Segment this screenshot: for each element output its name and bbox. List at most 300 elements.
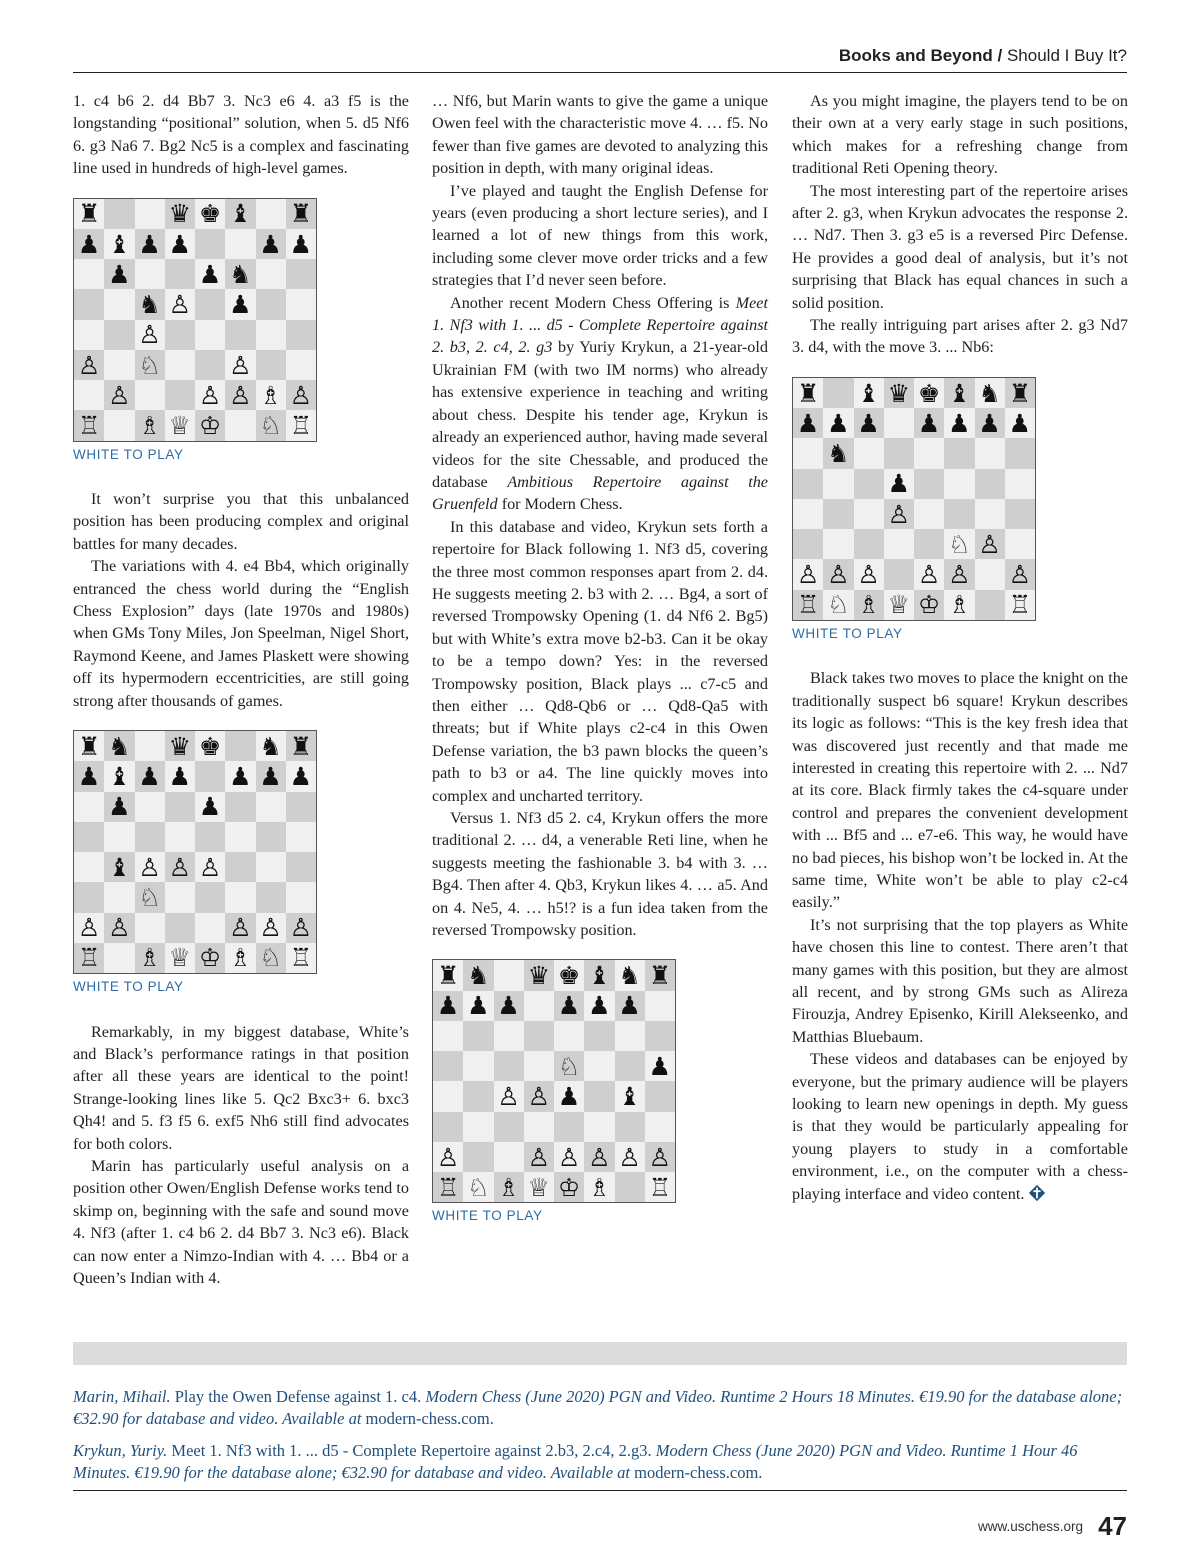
white-rook-icon: ♖ [286,410,316,440]
section-subtitle: Should I Buy It? [1006,46,1127,65]
board-square [463,1051,493,1081]
board-square [884,529,914,559]
white-bishop-icon: ♗ [256,380,286,410]
board-square [74,259,104,289]
board-square [104,350,134,380]
black-pawn-icon: ♟ [433,991,463,1021]
black-pawn-icon: ♟ [286,761,316,791]
board-square [165,259,195,289]
footer-rule [73,1490,1127,1491]
board-square [225,882,255,912]
board-square [793,529,823,559]
board-square [225,410,255,440]
black-rook-icon: ♜ [645,960,675,990]
white-queen-icon: ♕ [165,943,195,973]
white-bishop-icon: ♗ [584,1172,614,1202]
white-pawn-icon: ♙ [884,499,914,529]
board-square [195,229,225,259]
black-pawn-icon: ♟ [165,229,195,259]
black-pawn-icon: ♟ [554,1081,584,1111]
board-square [256,350,286,380]
board-square [104,410,134,440]
board-square [524,1051,554,1081]
black-bishop-icon: ♝ [584,960,614,990]
ref-details: Modern Chess (June 2020) PGN and Video. Runtime 1 Hour 46 Minutes. €19.90 for the database alone; €32.90 for database and video. Available at [73,1441,1078,1482]
paragraph: Black takes two moves to place the knight on the traditionally suspect b6 square! Krykun describes its logic as follows: “This is the key fresh idea that was discovered just recently and that made me interested in creating this repertoire with 2. ... Nd7 at its core. Black firmly takes the c4-square under control and prepares the convenient development with ... Bf5 and ... e7-e6. This way, he would have no bad pieces, his bishop won’t be locked in. At the same time, White won’t be able to play c2-c4 easily.” [792,669,1128,912]
board-square [975,499,1005,529]
board-square [914,529,944,559]
board-square [494,960,524,990]
paragraph [432,292,768,516]
board-square [524,1112,554,1142]
chess-diagram-4 [792,377,1036,621]
paragraph: Marin has particularly useful analysis on a position other Owen/English Defense works tend to skimp on, beginning with the safe and sound move 4. Nf3 (after 1. c4 b6 2. d4 Bb7 3. Nc3 e6). Black can now enter a Nimzo-Indian with 4. … Bb4 or a Queen’s Indian with 4. [73,1156,409,1287]
white-pawn-icon: ♙ [135,320,165,350]
board-square [195,761,225,791]
board-square [524,991,554,1021]
white-bishop-icon: ♗ [494,1172,524,1202]
board-square [74,792,104,822]
board-square [195,320,225,350]
white-rook-icon: ♖ [793,590,823,620]
board-square [823,378,853,408]
white-knight-icon: ♘ [944,529,974,559]
board-square [104,882,134,912]
white-pawn-icon: ♙ [256,913,286,943]
paragraph: It’s not surprising that the top players as White have chosen this line to contest. There aren’t that many games with this position, but they are almost all recent, and by strong GMs such as Alireza Firouzja, Andrey Episenko, Kirill Alekseenko, and Matthias Bluebaum. [792,915,1128,1046]
board-square [135,913,165,943]
white-pawn-icon: ♙ [195,380,225,410]
column-2 [432,90,768,1250]
diagram-caption: WHITE TO PLAY [792,625,903,641]
section-title: Books and Beyond [838,46,993,65]
board-square [615,1051,645,1081]
board-square [914,469,944,499]
black-rook-icon: ♜ [1005,378,1035,408]
paragraph: I’ve played and taught the English Defense for years (even producing a short lecture series), and I learned a lot of new things from this work, including some clever move order tricks and a few strategies that I’d never seen before. [432,181,768,290]
white-rook-icon: ♖ [1005,590,1035,620]
white-bishop-icon: ♗ [944,590,974,620]
page-number: 47 [1098,1511,1127,1541]
white-queen-icon: ♕ [524,1172,554,1202]
black-queen-icon: ♛ [524,960,554,990]
board-square [74,852,104,882]
board-square [225,792,255,822]
board-square [944,499,974,529]
board-square [286,882,316,912]
board-square [286,852,316,882]
diagram-caption: WHITE TO PLAY [432,1208,543,1224]
black-king-icon: ♚ [914,378,944,408]
white-pawn-icon: ♙ [494,1081,524,1111]
ref-link[interactable]: modern-chess.com. [365,1409,494,1428]
black-pawn-icon: ♟ [793,408,823,438]
board-square [854,499,884,529]
board-square [195,913,225,943]
ref-author: Marin, Mihail. [73,1387,171,1406]
board-square [135,199,165,229]
black-pawn-icon: ♟ [74,229,104,259]
black-pawn-icon: ♟ [615,991,645,1021]
white-pawn-icon: ♙ [645,1142,675,1172]
board-square [615,1172,645,1202]
board-square [645,1112,675,1142]
white-pawn-icon: ♙ [165,289,195,319]
board-square [793,499,823,529]
board-square [433,1112,463,1142]
paragraph: The variations with 4. e4 Bb4, which originally entranced the chess world during the “English Chess Explosion” days (late 1970s and 1980s) when GMs Tony Miles, Jon Speelman, Nigel Short, Raymond Keene, and James Plaskett were showing off its hypermodern eccentricities, are still going strong after thousands of games. [73,557,409,710]
board-square [195,350,225,380]
board-square [1005,438,1035,468]
black-pawn-icon: ♟ [195,259,225,289]
white-pawn-icon: ♙ [286,913,316,943]
board-square [286,792,316,822]
board-square [225,731,255,761]
white-bishop-icon: ♗ [135,943,165,973]
black-bishop-icon: ♝ [104,229,134,259]
white-pawn-icon: ♙ [524,1081,554,1111]
white-rook-icon: ♖ [74,410,104,440]
board-square [256,852,286,882]
board-square [286,320,316,350]
board-square [433,1021,463,1051]
text-run: These videos and databases can be enjoyed by everyone, but the primary audience will be players looking to learn new openings in depth. My guess is that they would be particularly appealing for young players to study in a comfortable environment, i.e., on the computer with a chess-playing interface and video content. [792,1050,1128,1203]
black-rook-icon: ♜ [74,731,104,761]
white-pawn-icon: ♙ [1005,559,1035,589]
black-pawn-icon: ♟ [104,259,134,289]
board-square [944,438,974,468]
white-pawn-icon: ♙ [195,852,225,882]
black-knight-icon: ♞ [975,378,1005,408]
board-square [884,438,914,468]
board-square [975,559,1005,589]
board-square [135,731,165,761]
ref-author: Krykun, Yuriy. [73,1441,168,1460]
board-square [256,792,286,822]
paragraph: The most interesting part of the repertoire arises after 2. g3, when Krykun advocates the response 2. … Nd7. Then 3. g3 e5 is a reversed Pirc Defense. He provides a good deal of analysis, but it’s not surprising that Black has equal chances in such a solid position. [792,181,1128,312]
diagram-caption: WHITE TO PLAY [73,446,184,462]
white-pawn-icon: ♙ [225,913,255,943]
white-rook-icon: ♖ [645,1172,675,1202]
white-pawn-icon: ♙ [944,559,974,589]
king-endmark-icon [1028,1184,1046,1202]
black-queen-icon: ♛ [884,378,914,408]
board-square [74,822,104,852]
black-knight-icon: ♞ [104,731,134,761]
black-king-icon: ♚ [195,731,225,761]
diagram-caption: WHITE TO PLAY [73,979,184,995]
white-pawn-icon: ♙ [793,559,823,589]
white-pawn-icon: ♙ [74,350,104,380]
black-rook-icon: ♜ [433,960,463,990]
board-square [793,438,823,468]
black-pawn-icon: ♟ [975,408,1005,438]
white-pawn-icon: ♙ [975,529,1005,559]
black-pawn-icon: ♟ [104,792,134,822]
white-rook-icon: ♖ [286,943,316,973]
board-square [854,529,884,559]
board-square [74,289,104,319]
paragraph: It won’t surprise you that this unbalanced position has been producing complex and original battles for many decades. [73,490,409,553]
black-bishop-icon: ♝ [104,852,134,882]
black-knight-icon: ♞ [135,289,165,319]
white-pawn-icon: ♙ [914,559,944,589]
board-square [914,438,944,468]
board-square [74,380,104,410]
board-square [74,320,104,350]
black-bishop-icon: ♝ [854,378,884,408]
black-rook-icon: ♜ [286,199,316,229]
white-king-icon: ♔ [554,1172,584,1202]
black-pawn-icon: ♟ [165,761,195,791]
paragraph: 1. c4 b6 2. d4 Bb7 3. Nc3 e6 4. a3 f5 is the longstanding “positional” solution, when 5. d5 Nf6 6. g3 Na6 7. Bg2 Nc5 is a complex and fascinating line used in hundreds of high-level games. [73,92,409,178]
board-square [1005,469,1035,499]
black-rook-icon: ♜ [286,731,316,761]
board-square [165,792,195,822]
board-square [165,913,195,943]
black-pawn-icon: ♟ [1005,408,1035,438]
board-square [615,1021,645,1051]
board-square [645,1081,675,1111]
board-square [165,822,195,852]
white-pawn-icon: ♙ [225,380,255,410]
black-bishop-icon: ♝ [225,199,255,229]
white-knight-icon: ♘ [554,1051,584,1081]
black-pawn-icon: ♟ [914,408,944,438]
chess-diagram-1 [73,198,317,442]
board-square [944,469,974,499]
white-pawn-icon: ♙ [165,852,195,882]
board-square [104,943,134,973]
board-square [494,1112,524,1142]
black-pawn-icon: ♟ [74,761,104,791]
black-knight-icon: ♞ [256,731,286,761]
white-knight-icon: ♘ [256,943,286,973]
black-pawn-icon: ♟ [256,229,286,259]
board-square [854,438,884,468]
board-square [256,882,286,912]
board-square [554,1021,584,1051]
board-square [823,499,853,529]
black-king-icon: ♚ [554,960,584,990]
board-square [914,499,944,529]
white-bishop-icon: ♗ [135,410,165,440]
board-square [615,1112,645,1142]
white-king-icon: ♔ [914,590,944,620]
board-square [225,822,255,852]
board-square [286,822,316,852]
black-pawn-icon: ♟ [854,408,884,438]
board-square [433,1081,463,1111]
white-pawn-icon: ♙ [554,1142,584,1172]
page-header [73,44,1127,73]
black-pawn-icon: ♟ [225,761,255,791]
column-3 [792,90,1128,1205]
column-1 [73,90,409,1289]
board-square [195,822,225,852]
black-pawn-icon: ♟ [463,991,493,1021]
black-pawn-icon: ♟ [135,761,165,791]
board-square [74,882,104,912]
board-square [256,822,286,852]
board-square [165,350,195,380]
board-square [256,259,286,289]
board-square [433,1051,463,1081]
paragraph: Versus 1. Nf3 d5 2. c4, Krykun offers the more traditional 2. … d4, a venerable Reti line, when he suggests meeting the fashionable 3. b4 with 3. … Bg4. Then after 4. Qb3, Krykun likes 4. … a5. And on 4. Ne5, 4. … h5!? is a fun idea taken from the reversed Trompowsky position. [432,809,768,940]
reference-entry [73,1386,1127,1430]
board-square [975,469,1005,499]
white-pawn-icon: ♙ [286,380,316,410]
board-square [645,1021,675,1051]
white-pawn-icon: ♙ [135,852,165,882]
ref-title: Play the Owen Defense against 1. c4. [170,1387,422,1406]
white-pawn-icon: ♙ [433,1142,463,1172]
board-square [256,199,286,229]
board-square [463,1081,493,1111]
black-knight-icon: ♞ [463,960,493,990]
board-square [793,469,823,499]
board-square [463,1142,493,1172]
reference-bar [73,1342,1127,1365]
board-square [463,1112,493,1142]
board-square [256,320,286,350]
board-square [286,289,316,319]
white-king-icon: ♔ [195,410,225,440]
white-pawn-icon: ♙ [104,380,134,410]
black-pawn-icon: ♟ [195,792,225,822]
black-knight-icon: ♞ [225,259,255,289]
board-square [165,882,195,912]
white-pawn-icon: ♙ [74,913,104,943]
board-square [584,1081,614,1111]
text-run: Another recent Modern Chess Offering is [450,293,736,312]
board-square [494,1051,524,1081]
header-separator: / [992,46,1007,65]
black-queen-icon: ♛ [165,731,195,761]
black-rook-icon: ♜ [793,378,823,408]
paragraph: In this database and video, Krykun sets forth a repertoire for Black following 1. Nf3 d5, covering the three most common responses apart from 2. d4. He suggests meeting 2. b3 with 2. … Bg4, a sort of reversed Trompowsky Opening (1. d4 Nf6 2. Bg5) but with White’s extra move b2-b3. Can it be okay to be a tempo down? Yes: in the reversed Trompowsky position, Black plays ... c7-c5 and then either … Qd8-Qb6 or … Qd8-Qa5 with threats; but if White plays c2-c4 in this Owen Defense variation, the b3 pawn blocks the queen’s path to b3 or a4. The line quickly moves into complex and uncharted territory. [432,517,768,805]
board-square [823,469,853,499]
board-square [975,590,1005,620]
board-square [494,1142,524,1172]
board-square [884,559,914,589]
board-square [1005,529,1035,559]
footer-url: www.uschess.org [977,1519,1083,1534]
black-pawn-icon: ♟ [256,761,286,791]
black-bishop-icon: ♝ [944,378,974,408]
board-square [225,229,255,259]
board-square [584,1021,614,1051]
board-square [494,1021,524,1051]
white-knight-icon: ♘ [135,350,165,380]
paragraph: Remarkably, in my biggest database, White’s and Black’s performance ratings in that position after all these years are identical to the point! Strange-looking lines like 5. Qc2 Bxc3+ 6. bxc3 Qh4! and 5. f3 f5 6. exf5 Nh6 still find advocates for both colors. [73,1022,409,1153]
text-run: by Yuriy Krykun, a 21-year-old Ukrainian FM (with two IM norms) who already has extensive experience in teaching and writing about chess. Despite his tender age, Krykun is already an experienced author, having made several videos for the site Chessable, and produced the database [432,338,768,491]
board-square [584,1051,614,1081]
white-queen-icon: ♕ [884,590,914,620]
black-king-icon: ♚ [195,199,225,229]
board-square [884,408,914,438]
paragraph [792,1048,1128,1205]
white-pawn-icon: ♙ [584,1142,614,1172]
board-square [286,350,316,380]
board-square [854,469,884,499]
paragraph: As you might imagine, the players tend to be on their own at a very early stage in such positions, which makes for a refreshing change from traditional Reti Opening theory. [792,92,1128,178]
black-pawn-icon: ♟ [944,408,974,438]
black-pawn-icon: ♟ [494,991,524,1021]
board-square [524,1021,554,1051]
board-square [554,1112,584,1142]
board-square [165,380,195,410]
board-square [975,438,1005,468]
board-square [104,199,134,229]
paragraph: … Nf6, but Marin wants to give the game a unique Owen feel with the characteristic move 4. … f5. No fewer than five games are devoted to analyzing this position in depth, with many original ideas. [432,92,768,178]
board-square [104,320,134,350]
text-run: for Modern Chess. [497,495,623,514]
board-square [225,320,255,350]
paragraph: The really intriguing part arises after 2. g3 Nd7 3. d4, with the move 3. ... Nb6: [792,316,1128,357]
ref-link[interactable]: modern-chess.com. [634,1463,763,1482]
board-square [286,259,316,289]
board-square [135,792,165,822]
black-rook-icon: ♜ [74,199,104,229]
black-knight-icon: ♞ [823,438,853,468]
reference-entry [73,1440,1127,1484]
white-bishop-icon: ♗ [854,590,884,620]
ref-details: Modern Chess (June 2020) PGN and Video. Runtime 2 Hours 18 Minutes. €19.90 for the database alone; €32.90 for database and video. Available at [73,1387,1123,1428]
board-square [135,259,165,289]
black-pawn-icon: ♟ [645,1051,675,1081]
black-bishop-icon: ♝ [104,761,134,791]
white-rook-icon: ♖ [74,943,104,973]
white-knight-icon: ♘ [463,1172,493,1202]
black-pawn-icon: ♟ [286,229,316,259]
board-square [104,822,134,852]
black-pawn-icon: ♟ [823,408,853,438]
chess-diagram-3 [432,959,676,1203]
book-title: Ambitious Repertoire against the Gruenfeld [432,472,768,514]
board-square [135,380,165,410]
white-knight-icon: ♘ [256,410,286,440]
board-square [823,529,853,559]
white-bishop-icon: ♗ [225,943,255,973]
book-title: Meet 1. Nf3 with 1. ... d5 - Complete Repertoire against 2. b3, 2. c4, 2. g3 [432,293,768,357]
black-pawn-icon: ♟ [554,991,584,1021]
board-square [584,1112,614,1142]
board-square [225,852,255,882]
board-square [195,882,225,912]
white-queen-icon: ♕ [165,410,195,440]
white-pawn-icon: ♙ [225,350,255,380]
board-square [165,320,195,350]
black-pawn-icon: ♟ [884,469,914,499]
references [73,1386,1127,1494]
white-pawn-icon: ♙ [104,913,134,943]
black-knight-icon: ♞ [615,960,645,990]
board-square [135,822,165,852]
board-square [1005,499,1035,529]
white-pawn-icon: ♙ [524,1142,554,1172]
ref-title: Meet 1. Nf3 with 1. ... d5 - Complete Repertoire against 2.b3, 2.c4, 2.g3. [167,1441,652,1460]
black-queen-icon: ♛ [165,199,195,229]
white-pawn-icon: ♙ [823,559,853,589]
white-knight-icon: ♘ [823,590,853,620]
black-pawn-icon: ♟ [584,991,614,1021]
chess-diagram-2 [73,730,317,974]
white-pawn-icon: ♙ [615,1142,645,1172]
white-pawn-icon: ♙ [854,559,884,589]
black-bishop-icon: ♝ [615,1081,645,1111]
board-square [104,289,134,319]
